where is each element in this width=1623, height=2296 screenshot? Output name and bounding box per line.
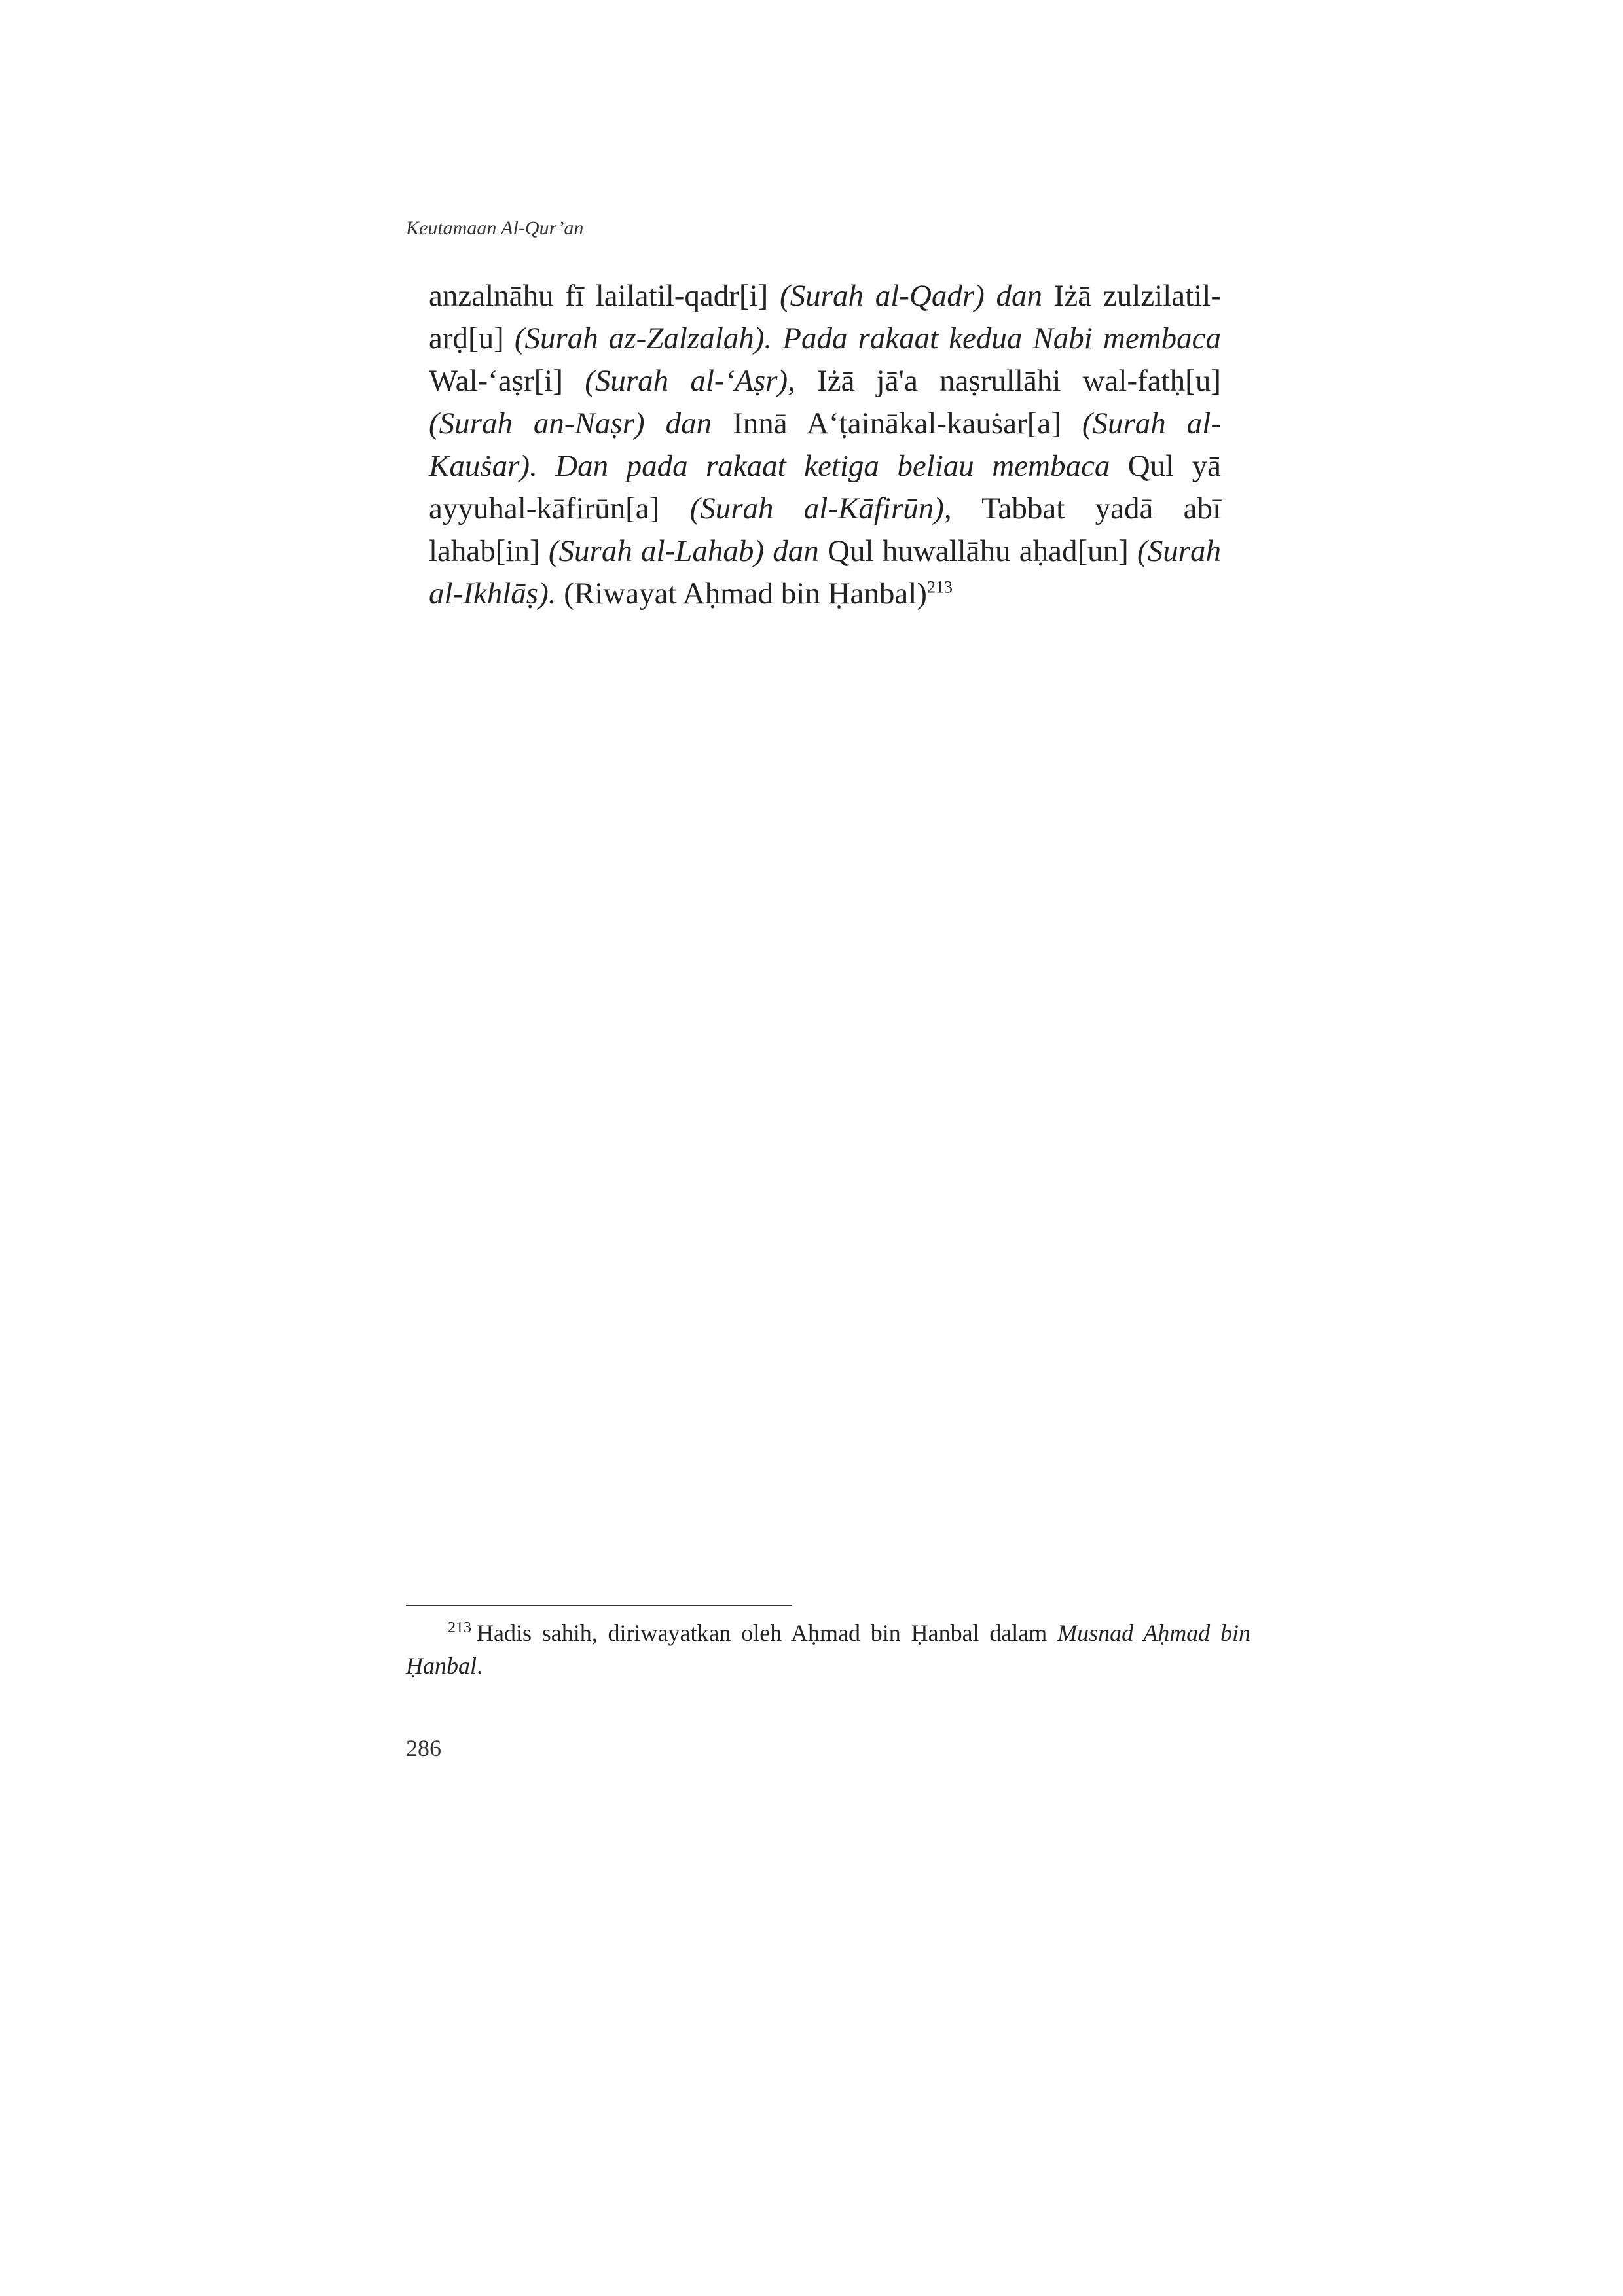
surah-reference: (Surah al-Ikhlāṣ). <box>429 534 1221 611</box>
narration-attribution: (Riwayat Aḥmad bin Ḥanbal) <box>556 577 927 611</box>
footnote-end: . <box>477 1653 483 1679</box>
transliteration-text: Tabbat yadā abī lahab[in] <box>429 492 1222 568</box>
transliteration-text: Innā A‘ṭainākal-kauṡar[a] <box>712 406 1082 440</box>
surah-reference: (Surah al-‘Aṣr), <box>585 364 795 398</box>
surah-reference: (Surah an-Naṣr) dan <box>429 406 712 440</box>
transliteration-text: Qul yā ayyuhal-kāfirūn[a] <box>429 449 1221 526</box>
transliteration-text: Qul huwallāhu aḥad[un] <box>818 534 1138 568</box>
surah-reference: (Surah az-Zalzalah). Pada rakaat kedua Nabi membaca <box>514 321 1221 355</box>
footnote-reference[interactable]: 213 <box>926 577 953 597</box>
footnote-source-title: Musnad Aḥmad bin Ḥanbal <box>406 1620 1250 1679</box>
surah-reference: (Surah al-Lahab) dan <box>548 534 819 568</box>
footnote-number: 213 <box>448 1619 471 1636</box>
page-number: 286 <box>406 1735 441 1761</box>
surah-reference: (Surah al-Kāfirūn), <box>689 492 952 526</box>
footnote-text: Hadis sahih, diriwayatkan oleh Aḥmad bin Ḥanbal dalam <box>477 1620 1058 1646</box>
surah-reference: (Surah al-Kauṡar). Dan pada rakaat ketiga beliau membaca <box>429 406 1221 483</box>
footnote-divider <box>406 1605 792 1606</box>
transliteration-text: Iżā zulzilatil-arḍ[u] <box>429 279 1221 355</box>
transliteration-text: Wal-‘aṣr[i] <box>429 364 585 398</box>
transliteration-text: anzalnāhu fī lailatil-qadr[i] <box>429 279 780 313</box>
transliteration-text: Iżā jā'a naṣrullāhi wal-fatḥ[u] <box>795 364 1221 398</box>
running-header: Keutamaan Al-Qur’an <box>406 217 584 239</box>
surah-reference: (Surah al-Qadr) dan <box>780 279 1043 313</box>
footnote <box>406 1617 1250 1682</box>
body-paragraph <box>429 275 1221 615</box>
